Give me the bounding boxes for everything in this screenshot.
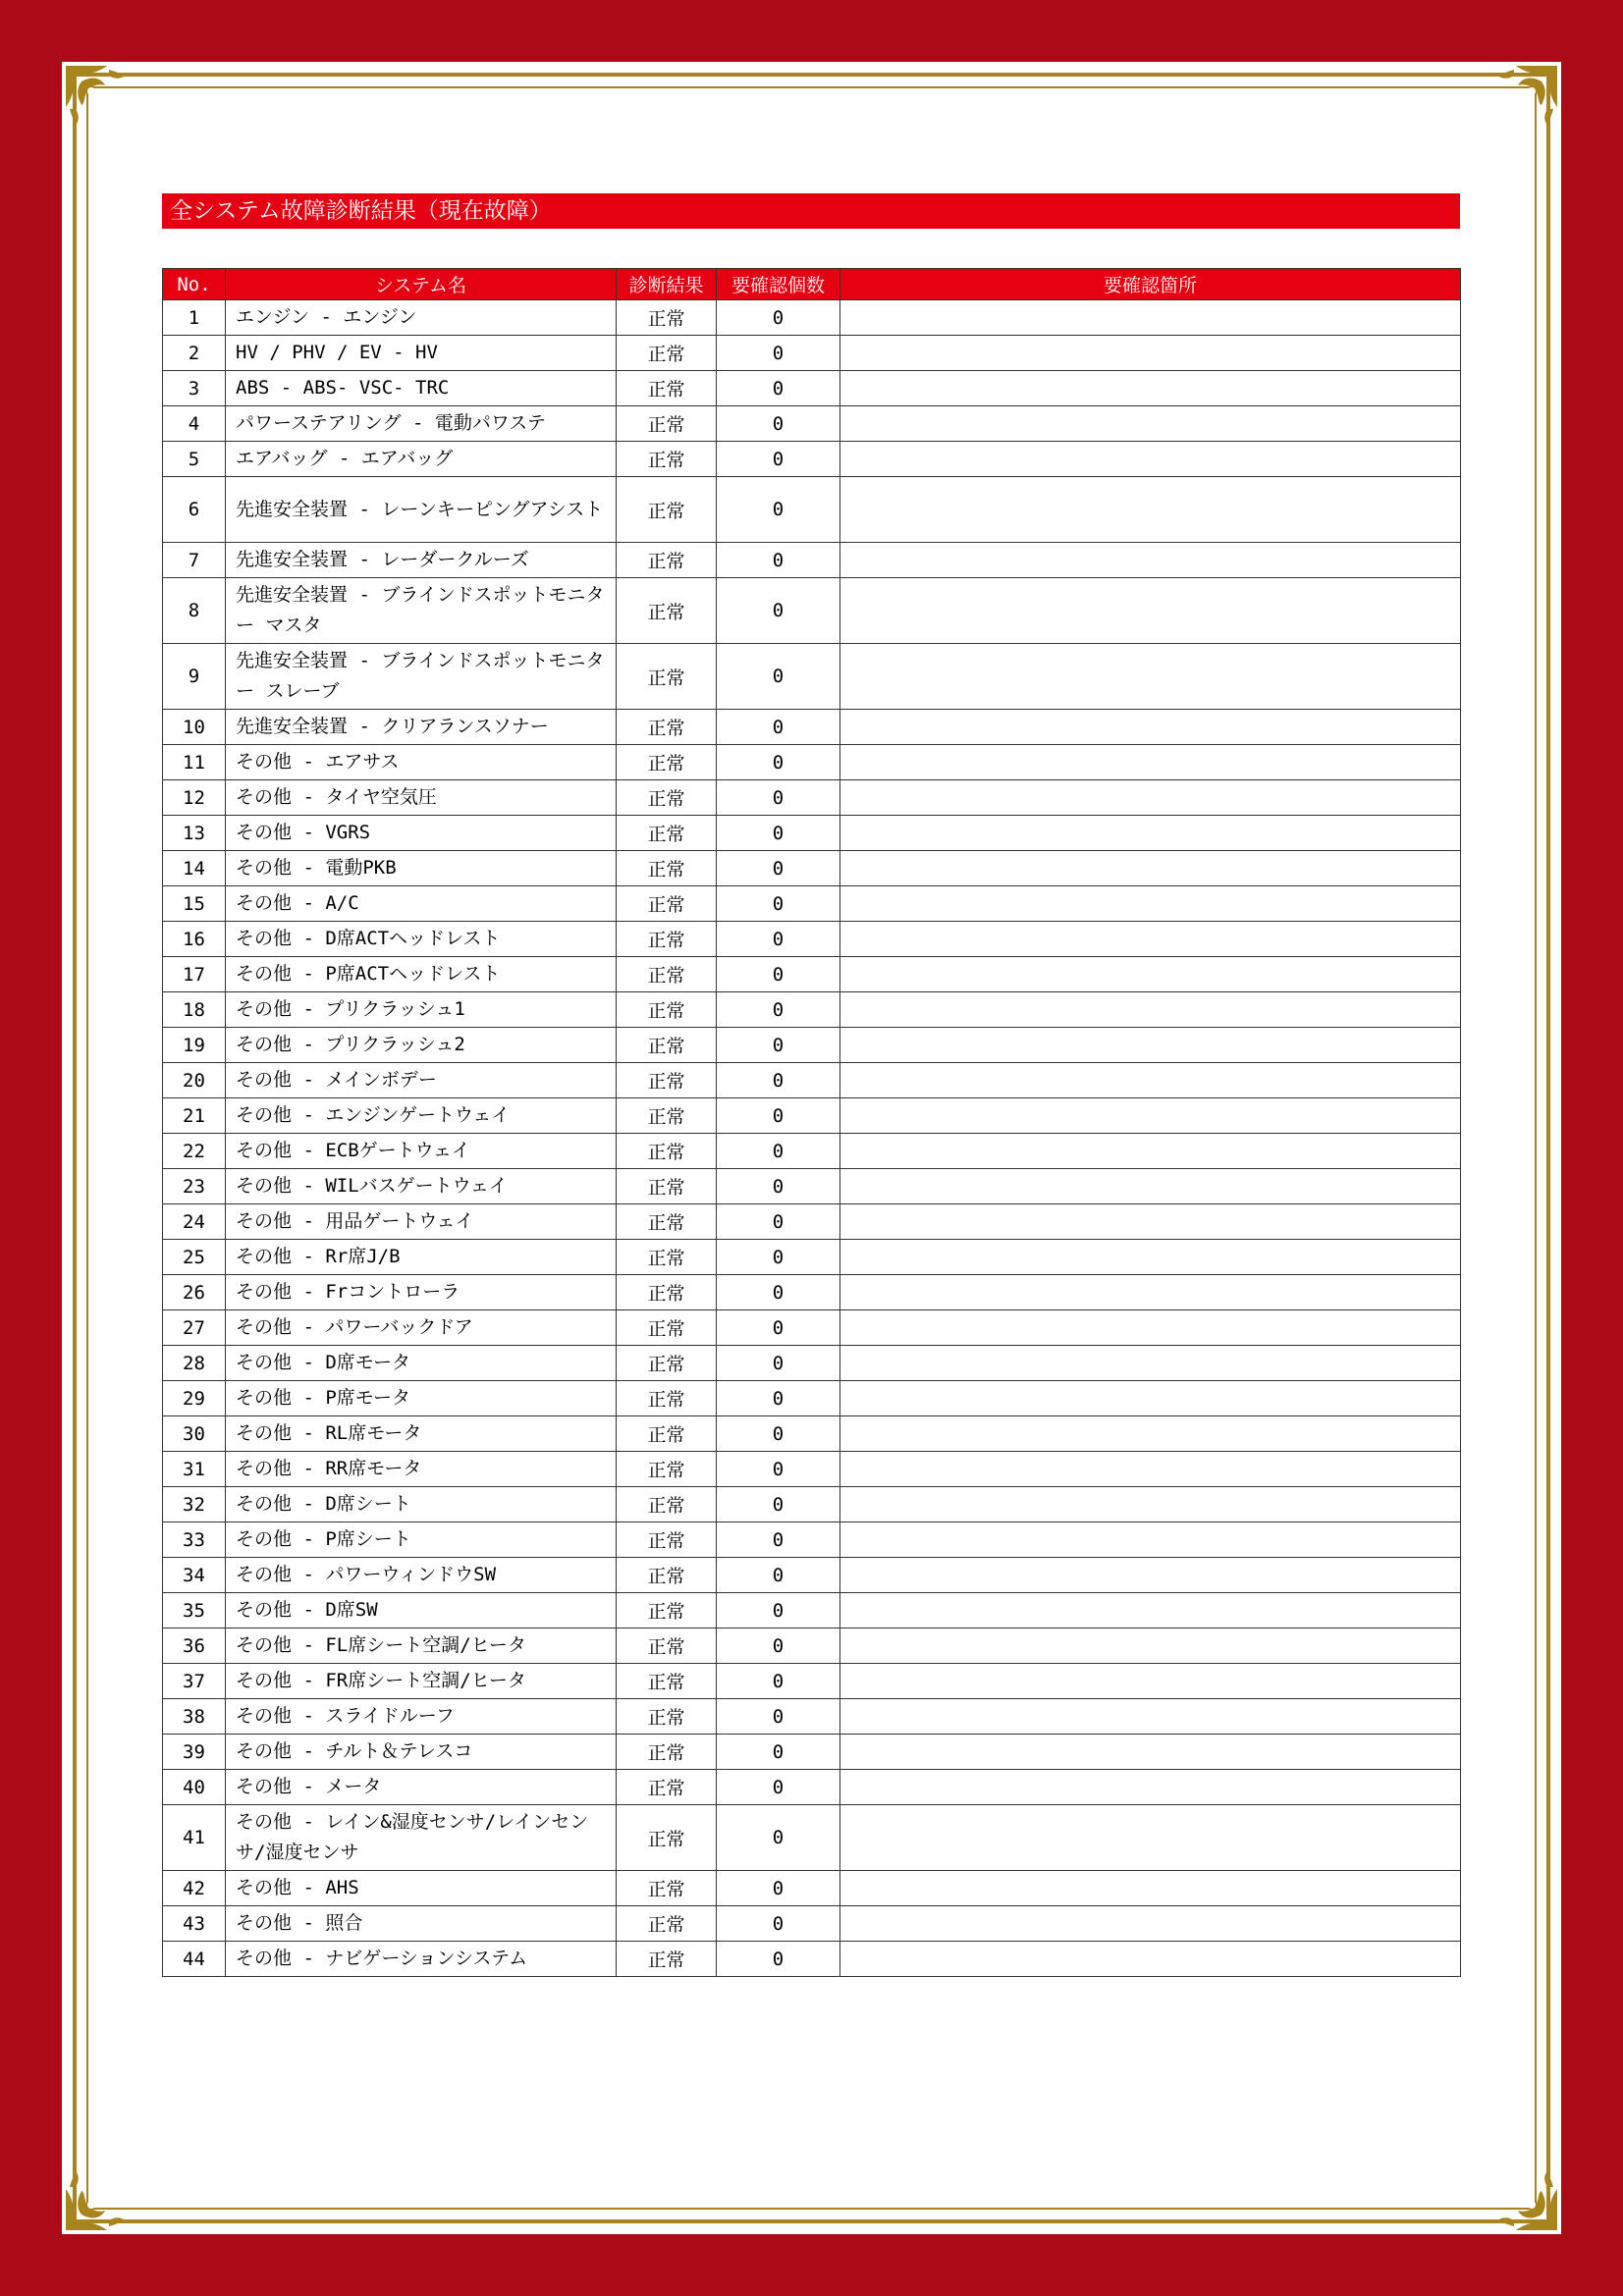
cell-check-count: 0 xyxy=(717,300,840,336)
cell-check-count: 0 xyxy=(717,1805,840,1871)
cell-check-count: 0 xyxy=(717,1558,840,1593)
table-row xyxy=(163,1558,1461,1593)
cell-no: 5 xyxy=(163,442,226,477)
table-row xyxy=(163,371,1461,406)
cell-diagnosis-result: 正常 xyxy=(617,1346,717,1381)
cell-no: 27 xyxy=(163,1310,226,1346)
cell-check-count: 0 xyxy=(717,644,840,710)
table-row xyxy=(163,644,1461,710)
diagnosis-table xyxy=(162,268,1461,1977)
cell-no: 1 xyxy=(163,300,226,336)
cell-system-name: その他 - スライドルーフ xyxy=(226,1699,617,1735)
cell-diagnosis-result: 正常 xyxy=(617,1558,717,1593)
cell-system-name: その他 - メインボデー xyxy=(226,1063,617,1098)
cell-system-name: その他 - A/C xyxy=(226,886,617,922)
cell-system-name: その他 - D席ACTヘッドレスト xyxy=(226,922,617,957)
corner-ornament-icon xyxy=(1473,62,1561,150)
cell-check-count: 0 xyxy=(717,886,840,922)
header-diagnosis-result: 診断結果 xyxy=(617,269,717,300)
cell-system-name: その他 - チルト＆テレスコ xyxy=(226,1735,617,1770)
cell-system-name: その他 - P席シート xyxy=(226,1522,617,1558)
cell-diagnosis-result: 正常 xyxy=(617,1629,717,1664)
cell-check-count: 0 xyxy=(717,442,840,477)
cell-check-location xyxy=(840,1134,1461,1169)
table-row xyxy=(163,442,1461,477)
cell-no: 24 xyxy=(163,1204,226,1240)
cell-no: 23 xyxy=(163,1169,226,1204)
table-row xyxy=(163,1487,1461,1522)
cell-no: 37 xyxy=(163,1664,226,1699)
cell-diagnosis-result: 正常 xyxy=(617,1416,717,1452)
cell-system-name: その他 - エアサス xyxy=(226,745,617,780)
cell-check-location xyxy=(840,543,1461,578)
cell-no: 10 xyxy=(163,710,226,745)
cell-check-count: 0 xyxy=(717,816,840,851)
table-row xyxy=(163,1310,1461,1346)
cell-diagnosis-result: 正常 xyxy=(617,1240,717,1275)
cell-no: 30 xyxy=(163,1416,226,1452)
cell-check-location xyxy=(840,1063,1461,1098)
cell-system-name: 先進安全装置 - レーンキーピングアシスト xyxy=(226,477,617,543)
cell-no: 40 xyxy=(163,1770,226,1805)
cell-check-count: 0 xyxy=(717,922,840,957)
cell-system-name: ABS - ABS- VSC- TRC xyxy=(226,371,617,406)
cell-check-count: 0 xyxy=(717,371,840,406)
table-row xyxy=(163,886,1461,922)
cell-check-location xyxy=(840,816,1461,851)
cell-diagnosis-result: 正常 xyxy=(617,1275,717,1310)
cell-check-count: 0 xyxy=(717,1028,840,1063)
cell-system-name: その他 - FR席シート空調/ヒータ xyxy=(226,1664,617,1699)
cell-system-name: その他 - Frコントローラ xyxy=(226,1275,617,1310)
cell-diagnosis-result: 正常 xyxy=(617,816,717,851)
cell-system-name: その他 - D席シート xyxy=(226,1487,617,1522)
cell-diagnosis-result: 正常 xyxy=(617,745,717,780)
cell-no: 28 xyxy=(163,1346,226,1381)
cell-diagnosis-result: 正常 xyxy=(617,922,717,957)
cell-diagnosis-result: 正常 xyxy=(617,644,717,710)
cell-diagnosis-result: 正常 xyxy=(617,851,717,886)
header-no: No. xyxy=(163,269,226,300)
cell-system-name: 先進安全装置 - ブラインドスポットモニター スレーブ xyxy=(226,644,617,710)
cell-no: 9 xyxy=(163,644,226,710)
cell-diagnosis-result: 正常 xyxy=(617,477,717,543)
cell-system-name: その他 - WILバスゲートウェイ xyxy=(226,1169,617,1204)
cell-check-location xyxy=(840,578,1461,644)
cell-check-count: 0 xyxy=(717,1098,840,1134)
table-row xyxy=(163,780,1461,816)
cell-diagnosis-result: 正常 xyxy=(617,371,717,406)
header-check-count: 要確認個数 xyxy=(717,269,840,300)
cell-system-name: その他 - D席モータ xyxy=(226,1346,617,1381)
cell-check-count: 0 xyxy=(717,1770,840,1805)
table-row xyxy=(163,1134,1461,1169)
cell-no: 18 xyxy=(163,992,226,1028)
cell-diagnosis-result: 正常 xyxy=(617,1770,717,1805)
header-system-name: システム名 xyxy=(226,269,617,300)
cell-diagnosis-result: 正常 xyxy=(617,1522,717,1558)
cell-no: 15 xyxy=(163,886,226,922)
cell-system-name: その他 - VGRS xyxy=(226,816,617,851)
cell-diagnosis-result: 正常 xyxy=(617,1487,717,1522)
cell-system-name: HV / PHV / EV - HV xyxy=(226,336,617,371)
cell-diagnosis-result: 正常 xyxy=(617,957,717,992)
cell-diagnosis-result: 正常 xyxy=(617,710,717,745)
cell-no: 32 xyxy=(163,1487,226,1522)
cell-system-name: その他 - D席SW xyxy=(226,1593,617,1629)
cell-diagnosis-result: 正常 xyxy=(617,1906,717,1942)
cell-no: 35 xyxy=(163,1593,226,1629)
table-row xyxy=(163,406,1461,442)
cell-check-location xyxy=(840,1805,1461,1871)
cell-check-location xyxy=(840,644,1461,710)
cell-check-location xyxy=(840,780,1461,816)
cell-check-location xyxy=(840,851,1461,886)
cell-check-location xyxy=(840,1629,1461,1664)
corner-ornament-icon xyxy=(62,2146,150,2234)
cell-check-location xyxy=(840,1906,1461,1942)
cell-diagnosis-result: 正常 xyxy=(617,1735,717,1770)
cell-system-name: その他 - パワーバックドア xyxy=(226,1310,617,1346)
cell-check-count: 0 xyxy=(717,1240,840,1275)
cell-check-location xyxy=(840,1275,1461,1310)
cell-system-name: その他 - 電動PKB xyxy=(226,851,617,886)
cell-check-count: 0 xyxy=(717,1942,840,1977)
cell-check-location xyxy=(840,406,1461,442)
cell-no: 43 xyxy=(163,1906,226,1942)
cell-system-name: その他 - P席ACTヘッドレスト xyxy=(226,957,617,992)
cell-check-count: 0 xyxy=(717,1664,840,1699)
cell-no: 7 xyxy=(163,543,226,578)
cell-system-name: その他 - パワーウィンドウSW xyxy=(226,1558,617,1593)
cell-system-name: その他 - Rr席J/B xyxy=(226,1240,617,1275)
page-title: 全システム故障診断結果（現在故障） xyxy=(162,193,1460,229)
cell-no: 2 xyxy=(163,336,226,371)
cell-no: 21 xyxy=(163,1098,226,1134)
cell-check-count: 0 xyxy=(717,1063,840,1098)
cell-no: 38 xyxy=(163,1699,226,1735)
table-row xyxy=(163,1871,1461,1906)
cell-check-location xyxy=(840,1169,1461,1204)
table-header-row xyxy=(163,269,1461,300)
cell-diagnosis-result: 正常 xyxy=(617,543,717,578)
cell-check-location xyxy=(840,1310,1461,1346)
cell-check-location xyxy=(840,1699,1461,1735)
table-body xyxy=(163,300,1461,1977)
cell-check-count: 0 xyxy=(717,1629,840,1664)
cell-check-count: 0 xyxy=(717,1522,840,1558)
cell-no: 13 xyxy=(163,816,226,851)
cell-check-location xyxy=(840,442,1461,477)
table-row xyxy=(163,1699,1461,1735)
table-row xyxy=(163,1805,1461,1871)
table-row xyxy=(163,1416,1461,1452)
corner-ornament-icon xyxy=(1473,2146,1561,2234)
cell-system-name: エアバッグ - エアバッグ xyxy=(226,442,617,477)
table-row xyxy=(163,1770,1461,1805)
cell-check-location xyxy=(840,710,1461,745)
cell-no: 4 xyxy=(163,406,226,442)
cell-system-name: その他 - レイン&湿度センサ/レインセンサ/湿度センサ xyxy=(226,1805,617,1871)
cell-check-location xyxy=(840,1452,1461,1487)
cell-system-name: パワーステアリング - 電動パワステ xyxy=(226,406,617,442)
cell-check-location xyxy=(840,1664,1461,1699)
cell-no: 31 xyxy=(163,1452,226,1487)
cell-check-location xyxy=(840,1770,1461,1805)
cell-check-count: 0 xyxy=(717,1452,840,1487)
table-row xyxy=(163,745,1461,780)
cell-no: 19 xyxy=(163,1028,226,1063)
cell-check-location xyxy=(840,477,1461,543)
cell-diagnosis-result: 正常 xyxy=(617,1593,717,1629)
cell-check-location xyxy=(840,1558,1461,1593)
cell-system-name: その他 - 照合 xyxy=(226,1906,617,1942)
cell-diagnosis-result: 正常 xyxy=(617,1204,717,1240)
cell-system-name: その他 - RR席モータ xyxy=(226,1452,617,1487)
cell-check-count: 0 xyxy=(717,543,840,578)
table-row xyxy=(163,710,1461,745)
cell-diagnosis-result: 正常 xyxy=(617,1028,717,1063)
cell-system-name: その他 - プリクラッシュ1 xyxy=(226,992,617,1028)
cell-check-location xyxy=(840,1028,1461,1063)
table-row xyxy=(163,1664,1461,1699)
table-row xyxy=(163,1240,1461,1275)
cell-no: 44 xyxy=(163,1942,226,1977)
table-row xyxy=(163,336,1461,371)
cell-system-name: エンジン - エンジン xyxy=(226,300,617,336)
cell-system-name: 先進安全装置 - ブラインドスポットモニター マスタ xyxy=(226,578,617,644)
cell-no: 3 xyxy=(163,371,226,406)
cell-check-location xyxy=(840,1381,1461,1416)
cell-check-count: 0 xyxy=(717,1699,840,1735)
cell-check-count: 0 xyxy=(717,1204,840,1240)
table-row xyxy=(163,1169,1461,1204)
table-row xyxy=(163,1028,1461,1063)
table-row xyxy=(163,1629,1461,1664)
cell-no: 39 xyxy=(163,1735,226,1770)
table-row xyxy=(163,957,1461,992)
cell-diagnosis-result: 正常 xyxy=(617,1805,717,1871)
cell-check-count: 0 xyxy=(717,578,840,644)
cell-no: 33 xyxy=(163,1522,226,1558)
cell-system-name: その他 - ナビゲーションシステム xyxy=(226,1942,617,1977)
cell-system-name: その他 - ECBゲートウェイ xyxy=(226,1134,617,1169)
cell-check-location xyxy=(840,1098,1461,1134)
cell-no: 22 xyxy=(163,1134,226,1169)
cell-system-name: その他 - エンジンゲートウェイ xyxy=(226,1098,617,1134)
cell-no: 25 xyxy=(163,1240,226,1275)
cell-check-location xyxy=(840,957,1461,992)
cell-system-name: 先進安全装置 - クリアランスソナー xyxy=(226,710,617,745)
cell-no: 14 xyxy=(163,851,226,886)
table-row xyxy=(163,816,1461,851)
cell-check-location xyxy=(840,1487,1461,1522)
cell-check-location xyxy=(840,1346,1461,1381)
cell-check-location xyxy=(840,300,1461,336)
cell-diagnosis-result: 正常 xyxy=(617,1098,717,1134)
cell-check-count: 0 xyxy=(717,957,840,992)
cell-diagnosis-result: 正常 xyxy=(617,336,717,371)
cell-check-count: 0 xyxy=(717,780,840,816)
cell-system-name: その他 - AHS xyxy=(226,1871,617,1906)
table-row xyxy=(163,1204,1461,1240)
table-row xyxy=(163,1522,1461,1558)
table-row xyxy=(163,300,1461,336)
cell-check-location xyxy=(840,1240,1461,1275)
cell-system-name: その他 - プリクラッシュ2 xyxy=(226,1028,617,1063)
cell-no: 29 xyxy=(163,1381,226,1416)
table-row xyxy=(163,1346,1461,1381)
table-row xyxy=(163,1452,1461,1487)
cell-check-count: 0 xyxy=(717,745,840,780)
cell-no: 41 xyxy=(163,1805,226,1871)
cell-diagnosis-result: 正常 xyxy=(617,300,717,336)
table-row xyxy=(163,578,1461,644)
cell-check-count: 0 xyxy=(717,1871,840,1906)
cell-check-location xyxy=(840,336,1461,371)
cell-system-name: その他 - 用品ゲートウェイ xyxy=(226,1204,617,1240)
cell-system-name: 先進安全装置 - レーダークルーズ xyxy=(226,543,617,578)
report-page xyxy=(62,62,1561,2234)
table-row xyxy=(163,1275,1461,1310)
cell-no: 16 xyxy=(163,922,226,957)
cell-check-count: 0 xyxy=(717,1310,840,1346)
cell-check-count: 0 xyxy=(717,1346,840,1381)
cell-no: 34 xyxy=(163,1558,226,1593)
cell-diagnosis-result: 正常 xyxy=(617,1942,717,1977)
cell-check-location xyxy=(840,1522,1461,1558)
cell-diagnosis-result: 正常 xyxy=(617,886,717,922)
cell-diagnosis-result: 正常 xyxy=(617,1169,717,1204)
header-check-location: 要確認箇所 xyxy=(840,269,1461,300)
table-row xyxy=(163,851,1461,886)
table-row xyxy=(163,1942,1461,1977)
table-row xyxy=(163,922,1461,957)
cell-check-location xyxy=(840,1204,1461,1240)
table-row xyxy=(163,477,1461,543)
cell-check-count: 0 xyxy=(717,1416,840,1452)
cell-diagnosis-result: 正常 xyxy=(617,1664,717,1699)
cell-check-count: 0 xyxy=(717,1593,840,1629)
cell-check-count: 0 xyxy=(717,1275,840,1310)
cell-check-count: 0 xyxy=(717,992,840,1028)
cell-diagnosis-result: 正常 xyxy=(617,1063,717,1098)
corner-ornament-icon xyxy=(62,62,150,150)
cell-check-location xyxy=(840,745,1461,780)
cell-system-name: その他 - RL席モータ xyxy=(226,1416,617,1452)
cell-diagnosis-result: 正常 xyxy=(617,780,717,816)
cell-diagnosis-result: 正常 xyxy=(617,406,717,442)
cell-check-location xyxy=(840,1871,1461,1906)
cell-no: 42 xyxy=(163,1871,226,1906)
cell-no: 20 xyxy=(163,1063,226,1098)
cell-check-location xyxy=(840,992,1461,1028)
cell-diagnosis-result: 正常 xyxy=(617,1699,717,1735)
cell-diagnosis-result: 正常 xyxy=(617,1452,717,1487)
cell-check-count: 0 xyxy=(717,1906,840,1942)
table-row xyxy=(163,1098,1461,1134)
cell-no: 36 xyxy=(163,1629,226,1664)
table-row xyxy=(163,1381,1461,1416)
cell-diagnosis-result: 正常 xyxy=(617,578,717,644)
cell-check-location xyxy=(840,1942,1461,1977)
table-row xyxy=(163,1906,1461,1942)
cell-check-count: 0 xyxy=(717,1735,840,1770)
cell-check-count: 0 xyxy=(717,336,840,371)
cell-check-count: 0 xyxy=(717,406,840,442)
cell-no: 26 xyxy=(163,1275,226,1310)
cell-check-location xyxy=(840,1416,1461,1452)
cell-diagnosis-result: 正常 xyxy=(617,1871,717,1906)
cell-no: 8 xyxy=(163,578,226,644)
table-row xyxy=(163,992,1461,1028)
table-row xyxy=(163,543,1461,578)
table-row xyxy=(163,1593,1461,1629)
cell-system-name: その他 - FL席シート空調/ヒータ xyxy=(226,1629,617,1664)
cell-system-name: その他 - P席モータ xyxy=(226,1381,617,1416)
cell-check-count: 0 xyxy=(717,1487,840,1522)
cell-check-location xyxy=(840,886,1461,922)
cell-diagnosis-result: 正常 xyxy=(617,992,717,1028)
cell-diagnosis-result: 正常 xyxy=(617,1381,717,1416)
cell-diagnosis-result: 正常 xyxy=(617,442,717,477)
cell-check-count: 0 xyxy=(717,1169,840,1204)
cell-no: 12 xyxy=(163,780,226,816)
cell-no: 11 xyxy=(163,745,226,780)
cell-check-count: 0 xyxy=(717,1381,840,1416)
cell-no: 6 xyxy=(163,477,226,543)
cell-check-count: 0 xyxy=(717,710,840,745)
cell-check-count: 0 xyxy=(717,1134,840,1169)
cell-check-count: 0 xyxy=(717,851,840,886)
table-row xyxy=(163,1735,1461,1770)
cell-system-name: その他 - タイヤ空気圧 xyxy=(226,780,617,816)
cell-check-count: 0 xyxy=(717,477,840,543)
table-row xyxy=(163,1063,1461,1098)
cell-diagnosis-result: 正常 xyxy=(617,1134,717,1169)
cell-check-location xyxy=(840,1735,1461,1770)
cell-check-location xyxy=(840,922,1461,957)
cell-no: 17 xyxy=(163,957,226,992)
cell-check-location xyxy=(840,371,1461,406)
cell-system-name: その他 - メータ xyxy=(226,1770,617,1805)
cell-check-location xyxy=(840,1593,1461,1629)
cell-diagnosis-result: 正常 xyxy=(617,1310,717,1346)
